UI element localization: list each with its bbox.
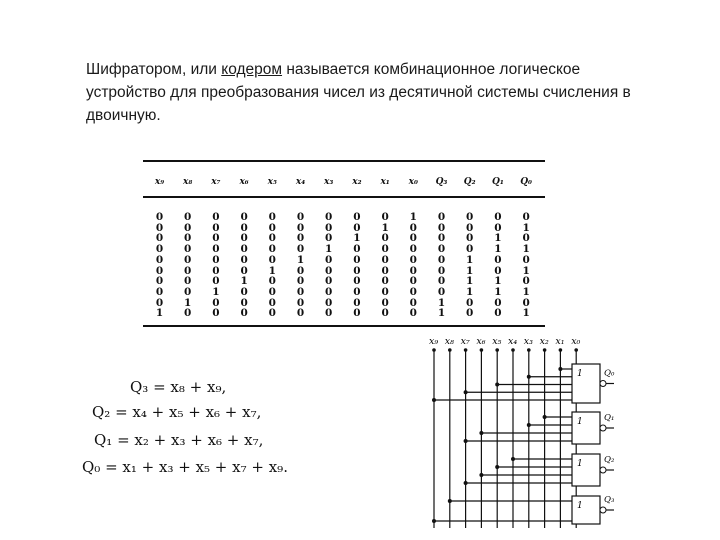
- table-column: 0 0 0 0 1 0 0 0 0 0: [296, 211, 305, 320]
- table-column: 0 0 0 0 0 0 0 0 1 0: [184, 211, 192, 320]
- input-label: x₅: [492, 336, 502, 347]
- junction-dot: [558, 367, 562, 371]
- output-bubble: [600, 467, 606, 473]
- junction-dot: [495, 383, 499, 387]
- output-label: Q₃: [604, 495, 615, 505]
- input-label: x₇: [460, 336, 470, 347]
- term-coder: кодером: [221, 61, 283, 78]
- input-label: x₃: [523, 336, 533, 347]
- output-label: Q₂: [604, 455, 615, 465]
- table-bottom-rule: [143, 325, 545, 327]
- header-cell: Q₂: [463, 177, 476, 187]
- input-terminal: [574, 348, 578, 352]
- input-terminal: [559, 348, 563, 352]
- input-label: x₉: [429, 336, 439, 347]
- table-column: 0 0 0 0 1 1 1 1 0 0: [466, 211, 474, 320]
- encoder-circuit: [410, 332, 625, 532]
- table-header-row: [143, 177, 545, 191]
- gate-label: 1: [577, 417, 583, 427]
- table-column: 0 0 0 0 0 1 0 0 0 0: [268, 211, 276, 320]
- table-column: 0 0 1 1 0 0 1 1 0 0: [494, 211, 502, 320]
- table-column: 0 0 0 0 0 0 0 1 0 0: [212, 211, 220, 320]
- header-cell: x₀: [408, 177, 418, 187]
- input-label: x₈: [444, 336, 454, 347]
- header-cell: Q₁: [491, 177, 504, 187]
- output-bubble: [600, 507, 606, 513]
- input-terminal: [432, 348, 436, 352]
- header-cell: x₄: [295, 177, 306, 187]
- input-label: x₂: [539, 336, 549, 347]
- header-cell: x₂: [352, 177, 362, 187]
- input-label: x₄: [508, 336, 518, 347]
- junction-dot: [479, 431, 483, 435]
- circuit-input-labels: [429, 336, 581, 347]
- header-cell: x₃: [324, 177, 334, 187]
- input-terminal: [495, 348, 499, 352]
- header-cell: x₆: [239, 177, 249, 187]
- input-terminal: [448, 348, 452, 352]
- junction-dot: [543, 415, 547, 419]
- table-header-rule: [143, 196, 545, 198]
- input-terminal: [511, 348, 515, 352]
- intro-sep: , или: [181, 61, 222, 78]
- truth-table: [143, 160, 545, 328]
- input-terminal: [480, 348, 484, 352]
- input-label: x₀: [571, 336, 581, 347]
- input-label: x₁: [555, 336, 565, 347]
- header-cell: x₅: [267, 177, 277, 187]
- header-cell: x₈: [183, 177, 193, 187]
- formula-q3: Q₃ = x₈ + x₉,: [130, 378, 227, 396]
- term-shifrator: Шифратором: [86, 61, 182, 78]
- table-column: 0 0 0 0 0 0 0 0 1 1: [437, 211, 446, 320]
- junction-dot: [464, 390, 468, 394]
- table-column: 1 0 0 0 0 0 0 0 0 0: [409, 211, 417, 320]
- output-label: Q₁: [604, 413, 615, 423]
- header-cell: x₇: [211, 177, 221, 187]
- junction-dot: [464, 481, 468, 485]
- header-cell: Q₃: [435, 177, 448, 187]
- output-bubble: [600, 425, 606, 431]
- header-cell: x₉: [154, 177, 165, 187]
- circuit-gates: [572, 364, 615, 524]
- junction-dot: [448, 499, 452, 503]
- input-terminal: [527, 348, 531, 352]
- header-cell: x₁: [380, 177, 390, 187]
- junction-dot: [527, 423, 531, 427]
- junction-dot: [479, 473, 483, 477]
- table-top-rule: [143, 160, 545, 162]
- input-terminal: [464, 348, 468, 352]
- input-label: x₆: [476, 336, 486, 347]
- gate-label: 1: [577, 501, 583, 511]
- junction-dot: [464, 439, 468, 443]
- intro-paragraph: [86, 58, 646, 127]
- table-column: 0 0 0 0 0 0 1 0 0 0: [240, 211, 248, 320]
- table-column: 0 1 0 1 0 1 0 1 0 1: [522, 211, 530, 320]
- formula-q0: Q₀ = x₁ + x₃ + x₅ + x₇ + x₉.: [82, 458, 288, 476]
- intro-rest: называется комбинационное логическое устройство для преобразования чисел из десятичной системы счисления в двоичную.: [86, 61, 631, 124]
- junction-dot: [432, 398, 436, 402]
- formula-q1: Q₁ = x₂ + x₃ + x₆ + x₇,: [94, 431, 264, 449]
- table-column: 0 0 0 1 0 0 0 0 0 0: [325, 211, 333, 320]
- formula-q2: Q₂ = x₄ + x₅ + x₆ + x₇,: [92, 403, 262, 421]
- output-label: Q₀: [604, 368, 615, 379]
- gate-label: 1: [577, 459, 583, 469]
- output-bubble: [600, 381, 606, 387]
- table-column: 0 0 0 0 0 0 0 0 0 1: [155, 211, 164, 320]
- junction-dot: [495, 465, 499, 469]
- junction-dot: [527, 375, 531, 379]
- input-terminal: [543, 348, 547, 352]
- header-cell: Q₀: [520, 177, 532, 187]
- junction-dot: [511, 457, 515, 461]
- table-column: 0 1 0 0 0 0 0 0 0 0: [381, 211, 389, 320]
- table-column: 0 0 1 0 0 0 0 0 0 0: [353, 211, 361, 320]
- junction-dot: [432, 519, 436, 523]
- circuit-junctions: [432, 348, 578, 523]
- gate-label: 1: [577, 369, 583, 379]
